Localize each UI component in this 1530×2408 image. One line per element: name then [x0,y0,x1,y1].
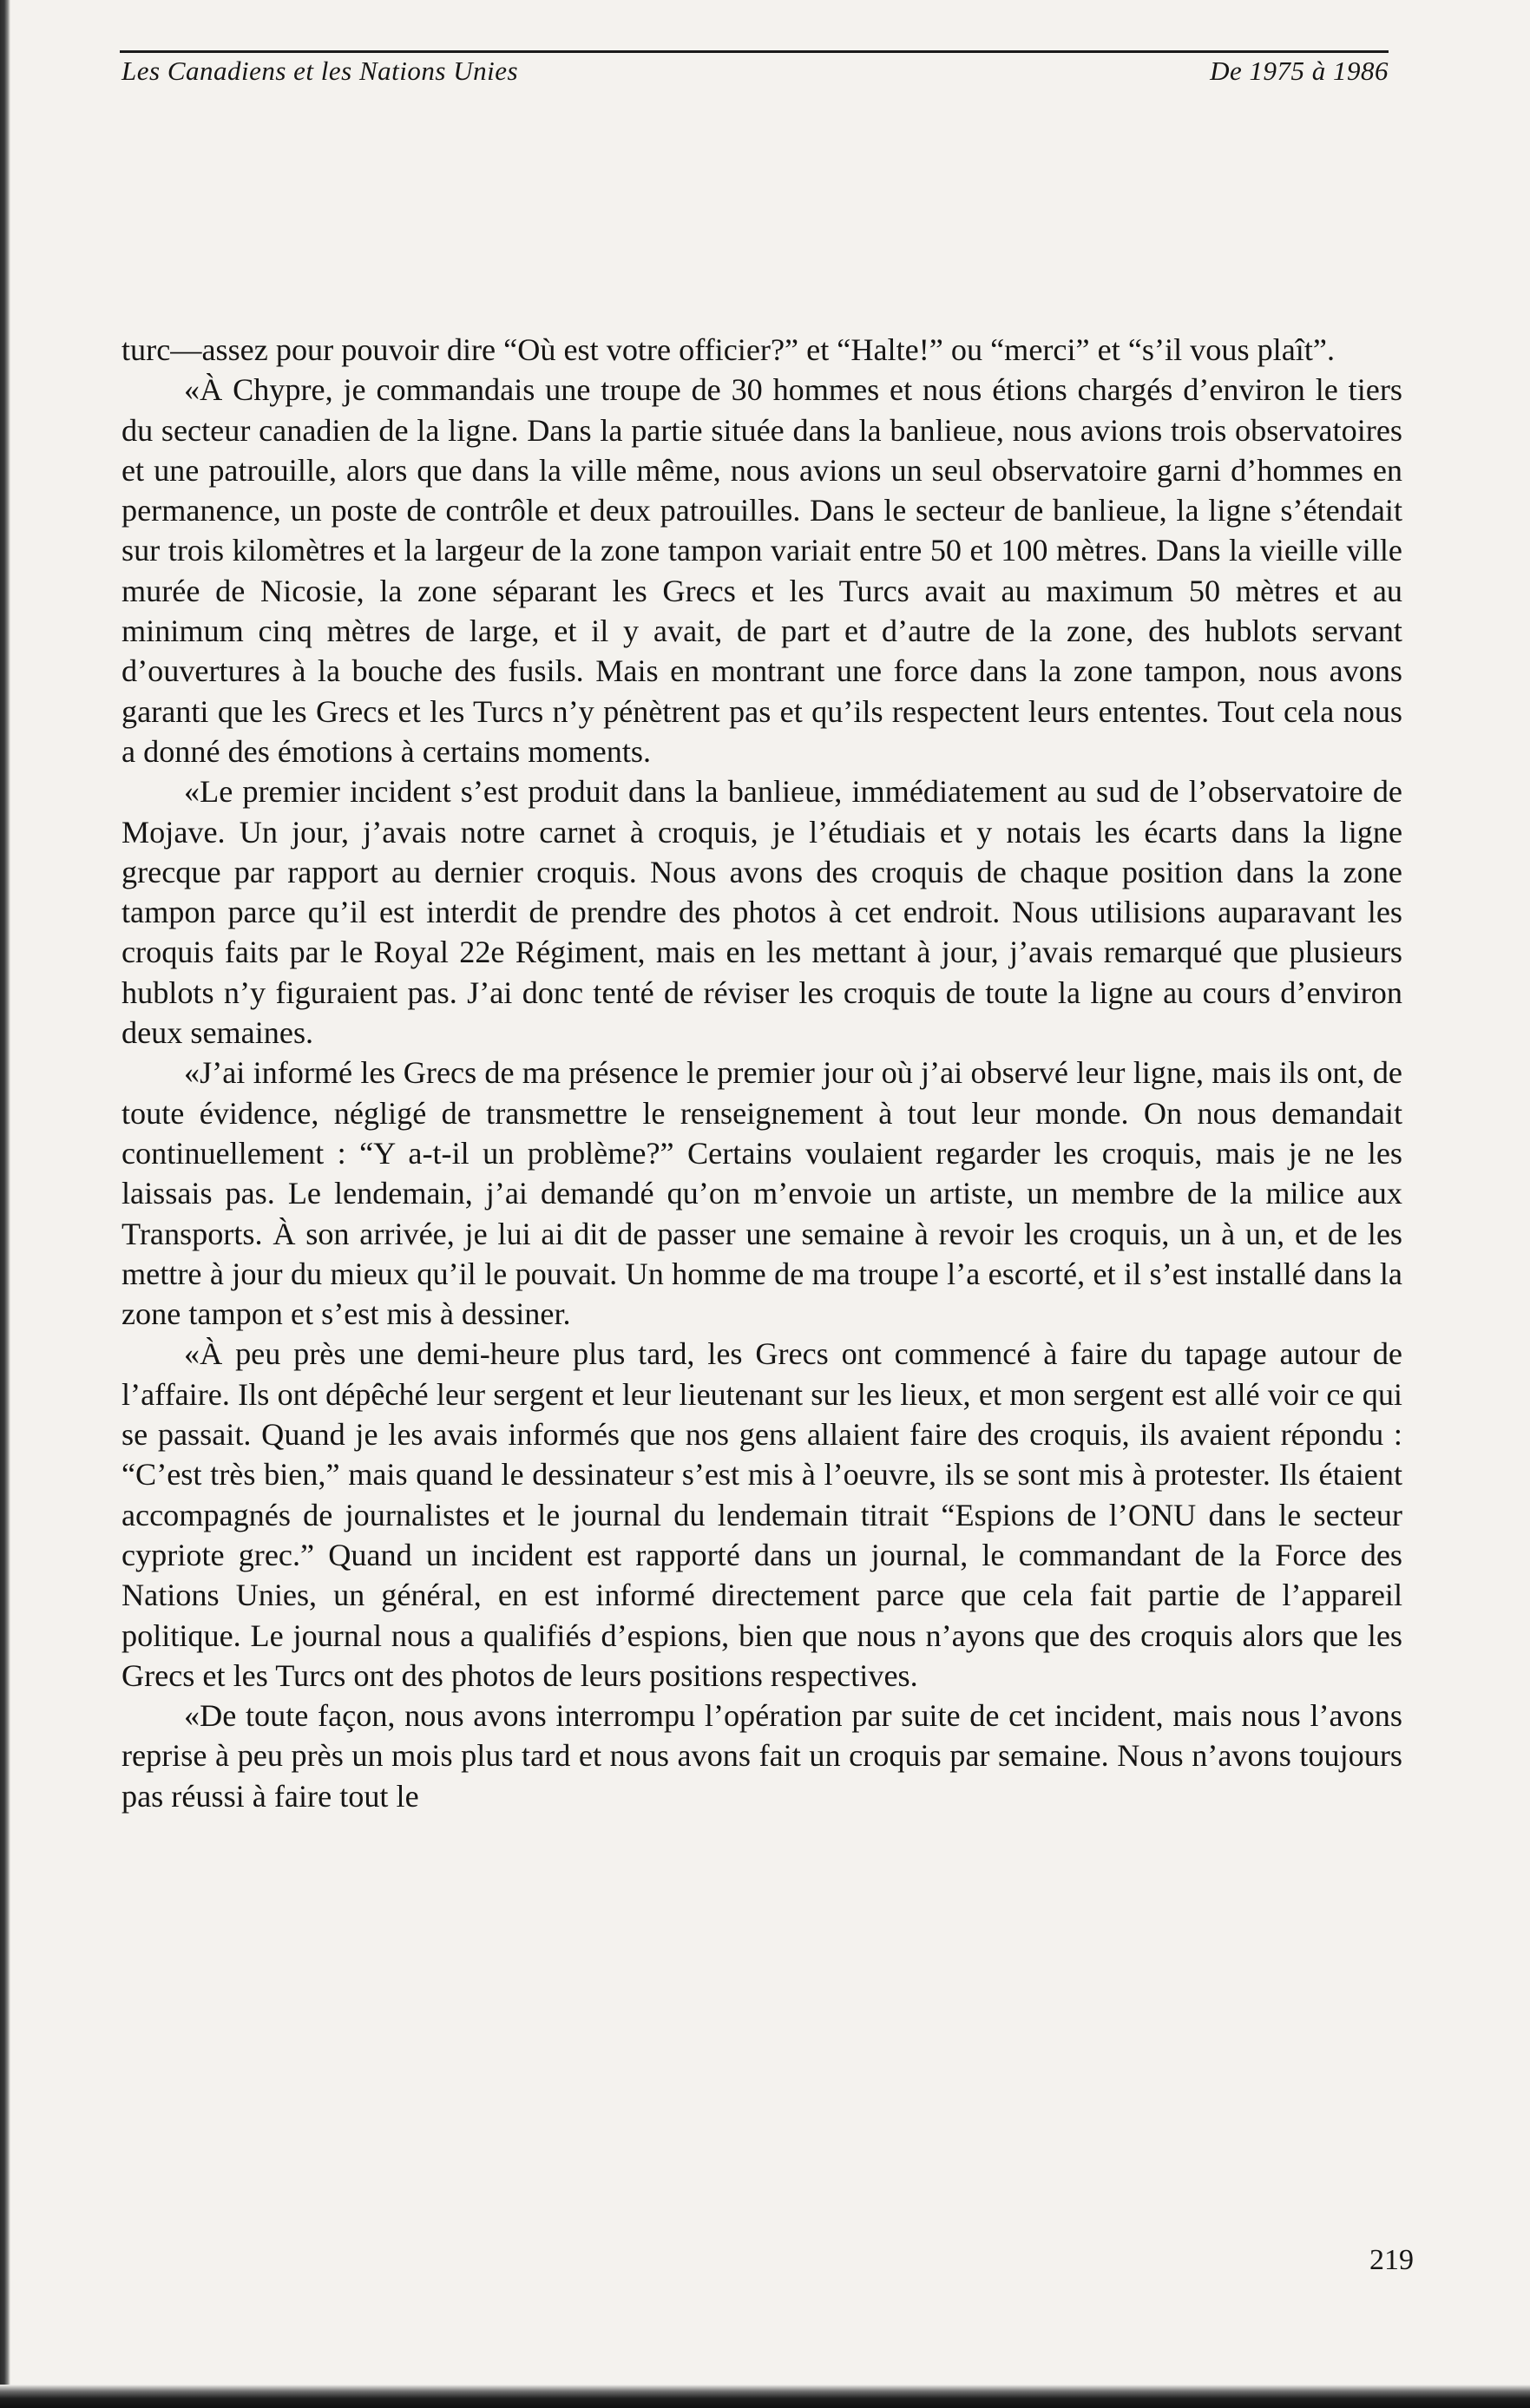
page-number: 219 [1369,2244,1414,2276]
scan-edge-left [0,0,10,2408]
paragraph-premier-incident: «Le premier incident s’est produit dans la banlieue, immédiatement au sud de l’observatoire de Mojave. Un jour, j’avais notre carnet à croquis, je l’étudiais et y notais les écarts dans la ligne grecque par rapport au dernier croquis. Nous avons des croquis de chaque position dans la zone tampon parce qu’il est interdit de prendre des photos à cet endroit. Nous utilisions auparavant les croquis faits par le Royal 22e Régiment, mais en les mettant à jour, j’avais remarqué que plusieurs hublots n’y figuraient pas. J’ai donc tenté de réviser les croquis de toute la ligne au cours d’environ deux semaines. [121,774,1402,1051]
paragraph-informe-grecs: «J’ai informé les Grecs de ma présence le premier jour où j’ai observé leur ligne, mais ils ont, de toute évidence, négligé de transmettre le renseignement à tout leur monde. On nous demandait continuellement : “Y a-t-il un problème?” Certains voulaient regarder les croquis, mais je ne les laissais pas. Le lendemain, j’ai demandé qu’on m’envoie un artiste, un membre de la milice aux Transports. À son arrivée, je lui ai dit de passer une semaine à revoir les croquis, un à un, et de les mettre à jour du mieux qu’il le pouvait. Un homme de ma troupe l’a escorté, et il s’est installé dans la zone tampon et s’est mis à dessiner. [121,1055,1402,1332]
paragraph-interrompu: «De toute façon, nous avons interrompu l’opération par suite de cet incident, mais nous l’avons reprise à peu près un mois plus tard et nous avons fait un croquis par semaine. Nous n’avons toujours pas réussi à faire tout le [121,1698,1402,1814]
running-head-title: Les Canadiens et les Nations Unies [121,56,519,86]
running-head-period: De 1975 à 1986 [1210,56,1389,86]
scan-edge-bottom [0,2385,1530,2408]
body-text [121,330,1402,1816]
paragraph-continuation: turc—assez pour pouvoir dire “Où est votre officier?” et “Halte!” ou “merci” et “s’il vous plaît”. [121,332,1336,367]
paragraph-demi-heure: «À peu près une demi-heure plus tard, les Grecs ont commencé à faire du tapage autour de l’affaire. Ils ont dépêché leur sergent et leur lieutenant sur les lieux, et mon sergent est allé voir ce qui se passait. Quand je les avais informés que nos gens allaient faire des croquis, ils avaient répondu : “C’est très bien,” mais quand le dessinateur s’est mis à l’oeuvre, ils se sont mis à protester. Ils étaient accompagnés de journalistes et le journal du lendemain titrait “Espions de l’ONU dans le secteur cypriote grec.” Quand un incident est rapporté dans un journal, le commandant de la Force des Nations Unies, un général, en est informé directement parce que cela fait partie de l’appareil politique. Le journal nous a qualifiés d’espions, bien que nous n’ayons que des croquis alors que les Grecs et les Turcs ont des photos de leurs positions respectives. [121,1336,1402,1693]
header-rule [120,50,1389,53]
paragraph-chypre-troupe: «À Chypre, je commandais une troupe de 30 hommes et nous étions chargés d’environ le tiers du secteur canadien de la ligne. Dans la partie située dans la banlieue, nous avions trois observatoires et une patrouille, alors que dans la ville même, nous avions un seul observatoire garni d’hommes en permanence, un poste de contrôle et deux patrouilles. Dans le secteur de banlieue, la ligne s’étendait sur trois kilomètres et la largeur de la zone tampon variait entre 50 et 100 mètres. Dans la vieille ville murée de Nicosie, la zone séparant les Grecs et les Turcs avait au maximum 50 mètres et au minimum cinq mètres de large, et il y avait, de part et d’autre de la zone, des hublots servant d’ouvertures à la bouche des fusils. Mais en montrant une force dans la zone tampon, nous avons garanti que les Grecs et les Turcs n’y pénètrent pas et qu’ils respectent leurs ententes. Tout cela nous a donné des émotions à certains moments. [121,372,1402,769]
